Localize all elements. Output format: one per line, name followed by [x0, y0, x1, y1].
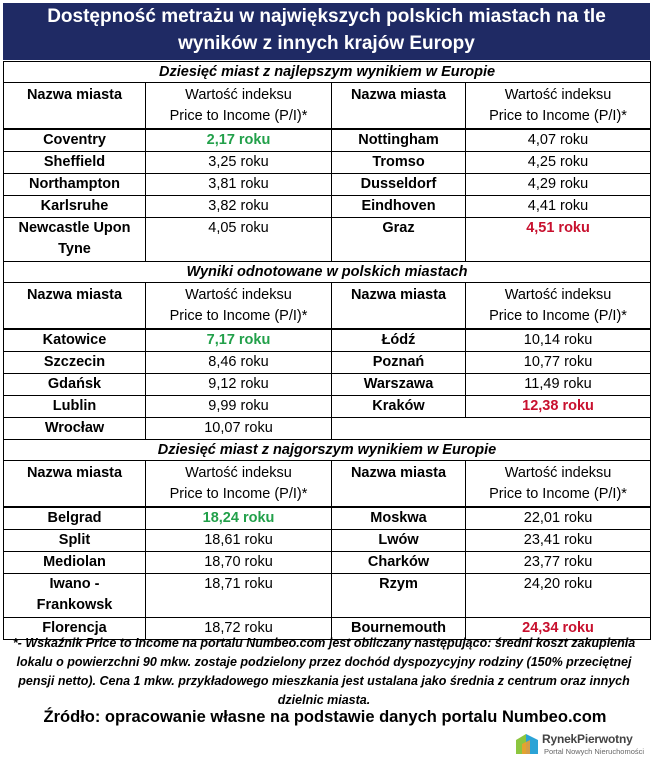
source-note: Źródło: opracowanie własne na podstawie danych portalu Numbeo.com [43, 708, 607, 726]
city-cell: Rzym [332, 574, 466, 618]
city-cell: Moskwa [332, 507, 466, 530]
table-row [4, 196, 651, 218]
value-cell: 18,61 roku [146, 530, 332, 552]
table-row [4, 129, 651, 152]
value-cell: 11,49 roku [466, 374, 651, 396]
logo-name: RynekPierwotny [542, 732, 633, 746]
section-heading-worst: Dziesięć miast z najgorszym wynikiem w Europie [4, 440, 651, 461]
city-cell: Dusseldorf [332, 174, 466, 196]
section-heading-best: Dziesięć miast z najlepszym wynikiem w Europie [4, 62, 651, 83]
table-row [4, 329, 651, 352]
city-cell: Sheffield [4, 152, 146, 174]
city-cell: Belgrad [4, 507, 146, 530]
table-row [4, 507, 651, 530]
city-cell: Lublin [4, 396, 146, 418]
city-cell: Eindhoven [332, 196, 466, 218]
table-row [4, 530, 651, 552]
value-cell: 18,72 roku [146, 618, 332, 640]
best-value: 7,17 roku [206, 332, 271, 348]
city-cell: Kraków [332, 396, 466, 418]
city-cell: Katowice [4, 329, 146, 352]
table-row [4, 352, 651, 374]
best-value: 2,17 roku [206, 132, 271, 148]
table-header-row [4, 283, 651, 330]
worst-value: 4,51 roku [526, 220, 590, 236]
city-cell: Northampton [4, 174, 146, 196]
table-row [4, 174, 651, 196]
column-header-city: Nazwa miasta [4, 461, 146, 508]
city-cell: Coventry [4, 129, 146, 152]
footnote-line: *- Wskaźnik Price to Income na portalu Numbeo.com jest obliczany następująco: średni koszt zakupienia [12, 636, 636, 650]
city-cell: Newcastle Upon Tyne [4, 218, 146, 262]
rynekpierwotny-logo [514, 729, 650, 759]
value-cell [146, 129, 332, 152]
table-row [4, 418, 651, 440]
value-cell: 4,41 roku [466, 196, 651, 218]
footnote-line: pensji netto). Cena 1 mkw. przykładowego mieszkania jest ustalana jako średnia z centrum oraz innych [18, 674, 630, 688]
value-cell: 24,20 roku [466, 574, 651, 618]
table-row [4, 574, 651, 618]
column-header-city: Nazwa miasta [4, 283, 146, 330]
value-cell: 3,81 roku [146, 174, 332, 196]
footnote [4, 634, 644, 710]
city-cell: Graz [332, 218, 466, 262]
value-cell: 3,82 roku [146, 196, 332, 218]
section-heading-poland: Wyniki odnotowane w polskich miastach [4, 262, 651, 283]
value-cell: 3,25 roku [146, 152, 332, 174]
value-cell [146, 329, 332, 352]
column-header-city: Nazwa miasta [4, 83, 146, 130]
table-row [4, 396, 651, 418]
value-cell: 9,99 roku [146, 396, 332, 418]
column-header-value: Wartość indeksu Price to Income (P/I)* [146, 461, 332, 508]
value-cell [466, 218, 651, 262]
value-cell: 10,07 roku [146, 418, 332, 440]
empty-cell [466, 418, 651, 440]
city-cell: Gdańsk [4, 374, 146, 396]
value-cell: 18,71 roku [146, 574, 332, 618]
city-cell: Nottingham [332, 129, 466, 152]
table-header-row [4, 461, 651, 508]
city-cell: Wrocław [4, 418, 146, 440]
column-header-value: Wartość indeksu Price to Income (P/I)* [146, 283, 332, 330]
best-value: 18,24 roku [202, 510, 275, 526]
column-header-city: Nazwa miasta [332, 461, 466, 508]
city-cell: Poznań [332, 352, 466, 374]
city-cell: Split [4, 530, 146, 552]
value-cell: 9,12 roku [146, 374, 332, 396]
page-title [3, 3, 650, 60]
city-cell: Tromso [332, 152, 466, 174]
city-cell: Szczecin [4, 352, 146, 374]
value-cell: 23,77 roku [466, 552, 651, 574]
value-cell: 4,07 roku [466, 129, 651, 152]
column-header-city: Nazwa miasta [332, 283, 466, 330]
title-line-1: Dostępność metrażu w największych polskich miastach na tle [47, 6, 606, 27]
city-cell: Łódź [332, 329, 466, 352]
value-cell: 18,70 roku [146, 552, 332, 574]
value-cell [466, 396, 651, 418]
city-cell: Charków [332, 552, 466, 574]
empty-cell [332, 418, 466, 440]
footnote-line: dzielnic miasta. [277, 693, 371, 707]
value-cell: 22,01 roku [466, 507, 651, 530]
table-row [4, 218, 651, 262]
table-row [4, 552, 651, 574]
logo-tagline: Portal Nowych Nieruchomości [544, 747, 645, 756]
table-row [4, 152, 651, 174]
column-header-city: Nazwa miasta [332, 83, 466, 130]
footnote-line: lokalu o powierzchni 90 mkw. zostaje podzielony przez dochód dyspozycyjny rodziny (150% przeciętnej [16, 655, 632, 669]
value-cell: 10,77 roku [466, 352, 651, 374]
value-cell: 4,25 roku [466, 152, 651, 174]
logo-mark-icon [514, 730, 540, 756]
city-cell: Warszawa [332, 374, 466, 396]
value-cell: 4,05 roku [146, 218, 332, 262]
table-row [4, 374, 651, 396]
worst-value: 24,34 roku [522, 620, 594, 636]
column-header-value: Wartość indeksu Price to Income (P/I)* [466, 283, 651, 330]
column-header-value: Wartość indeksu Price to Income (P/I)* [466, 461, 651, 508]
price-to-income-table [3, 61, 651, 640]
city-cell: Lwów [332, 530, 466, 552]
column-header-value: Wartość indeksu Price to Income (P/I)* [466, 83, 651, 130]
city-cell: Karlsruhe [4, 196, 146, 218]
value-cell: 8,46 roku [146, 352, 332, 374]
table-header-row [4, 83, 651, 130]
value-cell: 4,29 roku [466, 174, 651, 196]
city-cell: Iwano - Frankowsk [4, 574, 146, 618]
city-cell: Mediolan [4, 552, 146, 574]
city-cell: Florencja [4, 618, 146, 640]
city-cell: Bournemouth [332, 618, 466, 640]
worst-value: 12,38 roku [522, 398, 594, 414]
title-line-2: wyników z innych krajów Europy [178, 33, 475, 54]
value-cell [146, 507, 332, 530]
value-cell: 10,14 roku [466, 329, 651, 352]
value-cell: 23,41 roku [466, 530, 651, 552]
column-header-value: Wartość indeksu Price to Income (P/I)* [146, 83, 332, 130]
